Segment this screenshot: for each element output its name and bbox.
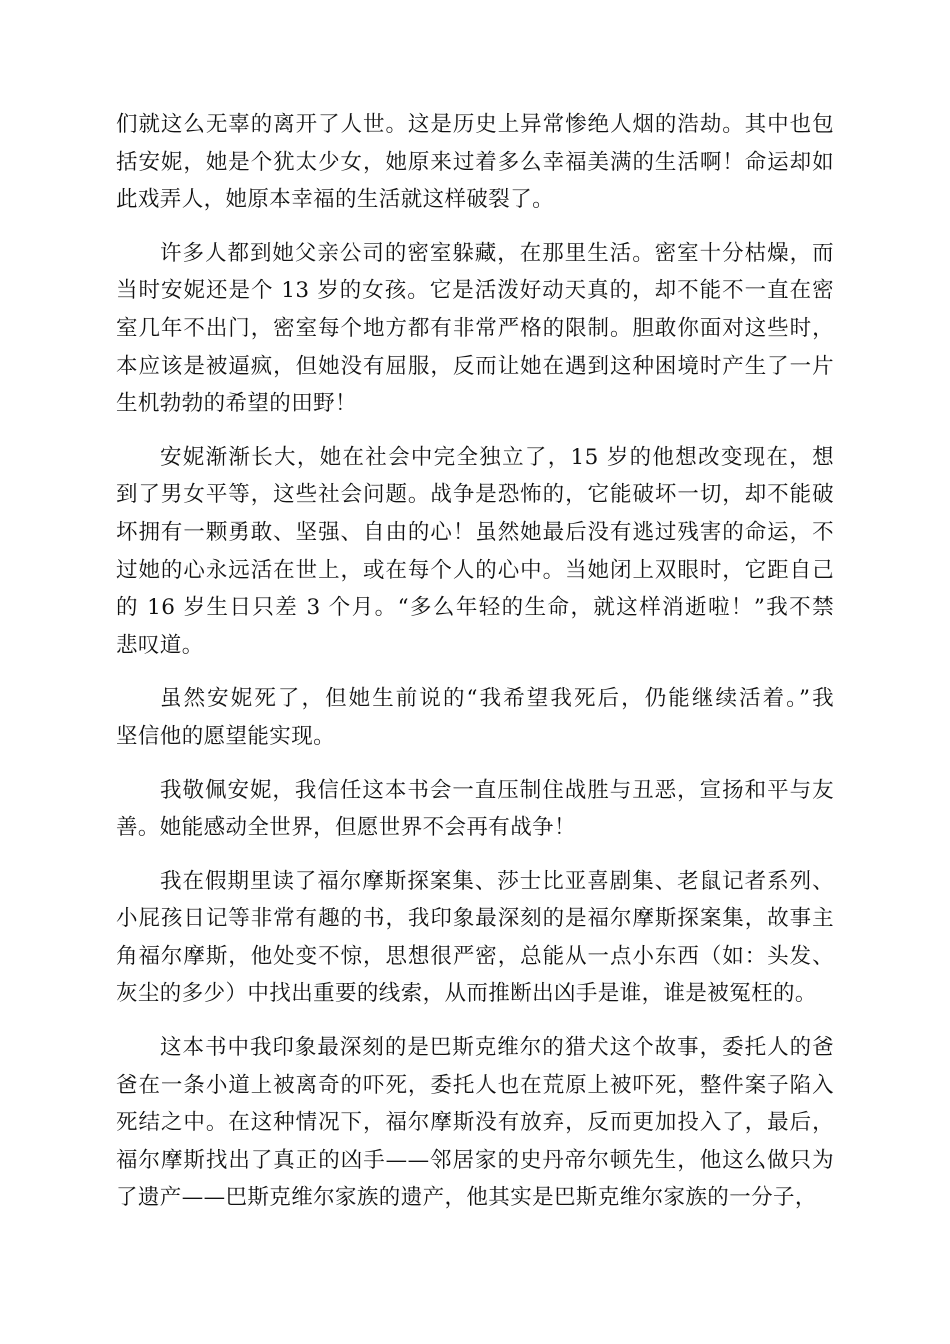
text-line: 爸在一条小道上被离奇的吓死，委托人也在荒原上被吓死，整件案子陷入: [116, 1072, 834, 1098]
text-line: 此戏弄人，她原本幸福的生活就这样破裂了。: [116, 187, 555, 213]
paragraph-3: [116, 439, 834, 665]
paragraph-4: [116, 680, 834, 755]
paragraph-6: [116, 863, 834, 1013]
text-line: 到了男女平等，这些社会问题。战争是恐怖的，它能破坏一切，却不能破: [116, 482, 834, 508]
text-line: 死结之中。在这种情况下，福尔摩斯没有放弃，反而更加投入了，最后，: [116, 1110, 834, 1136]
text-line: 本应该是被逼疯，但她没有屈服，反而让她在遇到这种困境时产生了一片: [116, 353, 834, 379]
text-line: 室几年不出门，密室每个地方都有非常严格的限制。胆敢你面对这些时，: [116, 315, 834, 341]
text-line: 我在假期里读了福尔摩斯探案集、莎士比亚喜剧集、老鼠记者系列、: [160, 868, 834, 894]
text-line: 当时安妮还是个 13 岁的女孩。它是活泼好动天真的，却不能不一直在密: [116, 278, 834, 304]
paragraph-7: [116, 1029, 834, 1217]
text-line: 这本书中我印象最深刻的是巴斯克维尔的猎犬这个故事，委托人的爸: [160, 1035, 834, 1061]
text-line: 生机勃勃的希望的田野！: [116, 391, 357, 417]
text-line: 悲叹道。: [116, 632, 204, 658]
paragraph-2: [116, 235, 834, 423]
text-line: 安妮渐渐长大，她在社会中完全独立了，15 岁的他想改变现在，想: [160, 444, 834, 470]
text-line: 过她的心永远活在世上，或在每个人的心中。当她闭上双眼时，它距自己: [116, 557, 834, 583]
document-body: [116, 106, 834, 1233]
paragraph-1: [116, 106, 834, 219]
text-line: 福尔摩斯找出了真正的凶手——邻居家的史丹帝尔顿先生，他这么做只为: [116, 1147, 834, 1173]
text-line: 我敬佩安妮，我信任这本书会一直压制住战胜与丑恶，宣扬和平与友: [160, 777, 834, 803]
text-line: 虽然安妮死了，但她生前说的“我希望我死后，仍能继续活着。”我: [160, 686, 834, 712]
text-line: 括安妮，她是个犹太少女，她原来过着多么幸福美满的生活啊！命运却如: [116, 149, 834, 175]
text-line: 坏拥有一颗勇敢、坚强、自由的心！虽然她最后没有逃过残害的命运，不: [116, 519, 834, 545]
paragraph-5: [116, 772, 834, 847]
text-line: 坚信他的愿望能实现。: [116, 723, 336, 749]
text-line: 许多人都到她父亲公司的密室躲藏，在那里生活。密室十分枯燥，而: [160, 240, 834, 266]
text-line: 的 16 岁生日只差 3 个月。“多么年轻的生命，就这样消逝啦！”我不禁: [116, 595, 834, 621]
text-line: 们就这么无辜的离开了人世。这是历史上异常惨绝人烟的浩劫。其中也包: [116, 112, 834, 137]
text-line: 灰尘的多少）中找出重要的线索，从而推断出凶手是谁，谁是被冤枉的。: [116, 981, 817, 1007]
text-line: 角福尔摩斯，他处变不惊，思想很严密，总能从一点小东西（如：头发、: [116, 943, 834, 969]
text-line: 了遗产——巴斯克维尔家族的遗产，他其实是巴斯克维尔家族的一分子，: [116, 1185, 817, 1211]
text-line: 小屁孩日记等非常有趣的书，我印象最深刻的是福尔摩斯探案集，故事主: [116, 906, 834, 932]
text-line: 善。她能感动全世界，但愿世界不会再有战争！: [116, 815, 576, 841]
